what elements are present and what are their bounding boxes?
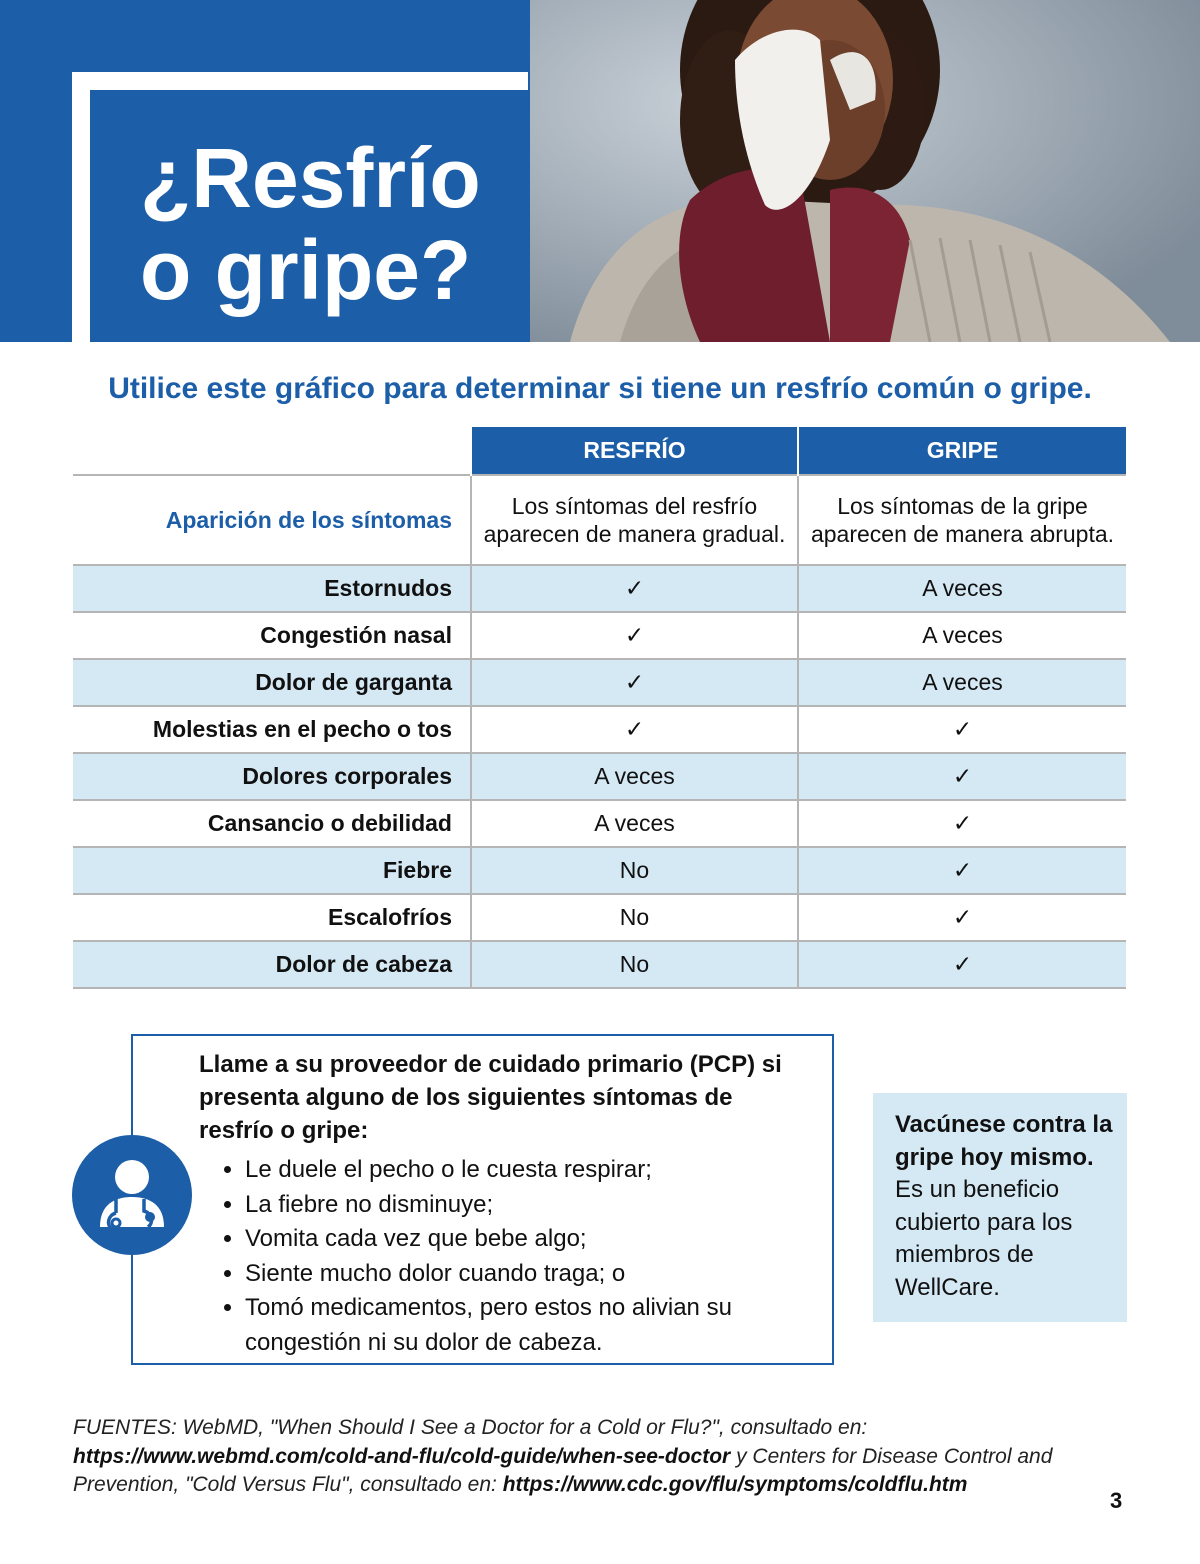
cell-cold: ✓ [471, 612, 798, 659]
cell-flu: ✓ [798, 753, 1126, 800]
row-label: Dolor de cabeza [73, 941, 471, 988]
row-label: Congestión nasal [73, 612, 471, 659]
photo-illustration [530, 0, 1200, 342]
header-cold: RESFRÍO [471, 427, 798, 475]
row-label: Estornudos [73, 565, 471, 612]
cell-cold: A veces [471, 753, 798, 800]
table-row [73, 612, 1126, 659]
sources-middle: y Centers for Disease Control and Prevention, "Cold Versus Flu", consultado en: [73, 1444, 1053, 1496]
cell-flu: A veces [798, 659, 1126, 706]
vaccine-callout-text: Es un beneficio cubierto para los miembros de WellCare. [895, 1176, 1073, 1301]
row-label: Molestias en el pecho o tos [73, 706, 471, 753]
cell-flu: A veces [798, 612, 1126, 659]
header-empty-cell [73, 427, 471, 475]
cell-cold: A veces [471, 800, 798, 847]
call-pcp-box [131, 1034, 834, 1365]
cell-cold: ✓ [471, 565, 798, 612]
table-row [73, 565, 1126, 612]
page-title [140, 132, 481, 316]
cell-flu: ✓ [798, 941, 1126, 988]
page-number: 3 [1110, 1488, 1123, 1513]
row-label: Dolores corporales [73, 753, 471, 800]
woman-blowing-nose-photo [530, 0, 1200, 342]
header-flu: GRIPE [798, 427, 1126, 475]
sources-note [73, 1414, 1083, 1500]
symptom-warning-list [205, 1153, 845, 1360]
table-row [73, 706, 1126, 753]
vaccine-callout-bold: Vacúnese contra la gripe hoy mismo. [895, 1111, 1113, 1171]
source-link-webmd[interactable]: https://www.webmd.com/cold-and-flu/cold-guide/when-see-doctor [73, 1444, 731, 1468]
table-row-onset [73, 475, 1126, 565]
table-header-row [73, 427, 1126, 475]
list-item: • Le duele el pecho o le cuesta respirar; [245, 1153, 845, 1188]
chart-subtitle: Utilice este gráfico para determinar si tiene un resfrío común o gripe. [108, 372, 1092, 405]
list-item: • Vomita cada vez que bebe algo; [245, 1222, 845, 1257]
cell-cold: No [471, 894, 798, 941]
sources-prefix: FUENTES: WebMD, "When Should I See a Doctor for a Cold or Flu?", consultado en: [73, 1416, 868, 1439]
list-item: • Tomó medicamentos, pero estos no alivian su congestión ni su dolor de cabeza. [245, 1291, 845, 1360]
table-row [73, 941, 1126, 988]
cell-flu: ✓ [798, 706, 1126, 753]
row-label: Cansancio o debilidad [73, 800, 471, 847]
title-line-1: ¿Resfrío [140, 131, 481, 225]
doctor-icon [72, 1135, 192, 1255]
table-row [73, 800, 1126, 847]
cold-vs-flu-table [73, 427, 1126, 989]
cell-cold: No [471, 941, 798, 988]
table-row [73, 847, 1126, 894]
cell-flu: ✓ [798, 847, 1126, 894]
cell-flu: ✓ [798, 800, 1126, 847]
table-row [73, 659, 1126, 706]
cell-flu: A veces [798, 565, 1126, 612]
table-row [73, 894, 1126, 941]
cell-cold: ✓ [471, 659, 798, 706]
cell-flu: Los síntomas de la gripe aparecen de manera abrupta. [798, 475, 1126, 565]
vaccine-callout [873, 1093, 1127, 1322]
cell-cold: No [471, 847, 798, 894]
row-label: Dolor de garganta [73, 659, 471, 706]
row-label: Escalofríos [73, 894, 471, 941]
list-item: • La fiebre no disminuye; [245, 1188, 845, 1223]
table-row [73, 753, 1126, 800]
source-link-cdc[interactable]: https://www.cdc.gov/flu/symptoms/coldflu.htm [502, 1473, 968, 1496]
list-item: • Siente mucho dolor cuando traga; o [245, 1257, 845, 1292]
cell-cold: Los síntomas del resfrío aparecen de manera gradual. [471, 475, 798, 565]
cell-flu: ✓ [798, 894, 1126, 941]
cell-cold: ✓ [471, 706, 798, 753]
doctor-icon-graphic [72, 1135, 192, 1255]
row-label: Aparición de los síntomas [73, 475, 471, 565]
row-label: Fiebre [73, 847, 471, 894]
call-pcp-heading: Llame a su proveedor de cuidado primario (PCP) si presenta alguno de los siguientes síntomas de resfrío o gripe: [199, 1051, 782, 1144]
title-line-2: o gripe? [140, 223, 472, 317]
